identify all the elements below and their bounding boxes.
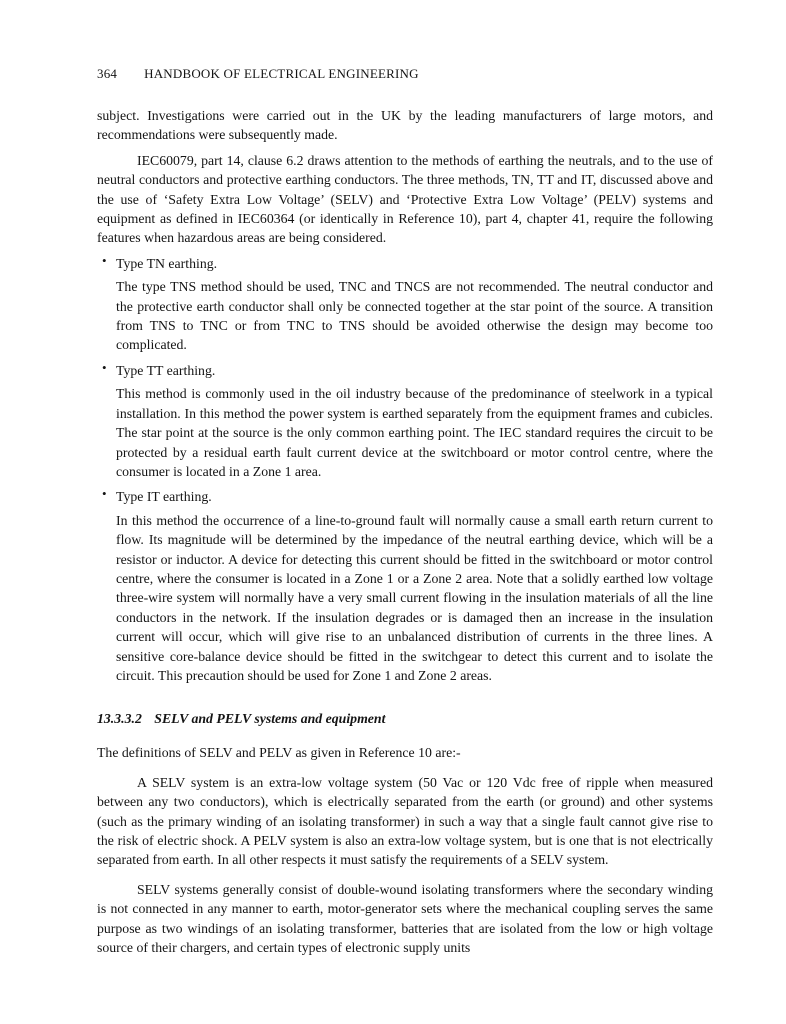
list-item-tn-earthing — [97, 254, 713, 355]
paragraph-definitions: The definitions of SELV and PELV as given in Reference 10 are:- — [97, 745, 461, 761]
bullet-icon: • — [102, 486, 107, 502]
section-number: 13.3.3.2 — [97, 711, 142, 727]
bullet-icon: • — [102, 252, 107, 268]
bullet-title: Type IT earthing. — [116, 489, 212, 505]
page-number: 364 — [97, 66, 118, 81]
bullet-body: In this method the occurrence of a line-to-ground fault will normally cause a small earth return current to flow. Its magnitude will be determined by the impedance of the neutral earthing device, which will be a resistor or inductor. A device for detecting this current should be fitted in the switchboard or motor control centre, where the consumer is located in a Zone 1 or a Zone 2 area. Note that a solidly earthed low voltage three-wire system will normally have a very small current flowing in the insulation materials of all the line conductors in the network. If the insulation degrades or is damaged then an increase in the insulation current will occur, which will give rise to an unbalanced distribution of currents in the three lines. A sensitive core-balance device should be fitted in the switchgear to detect this current and to isolate the circuit. This precaution should be used for Zone 1 and Zone 2 areas. — [116, 512, 713, 683]
paragraph-selv-systems: SELV systems generally consist of double-wound isolating transformers where the secondary winding is not connected in any manner to earth, motor-generator sets where the mechanical coupling serves the same purpose as two windings of an isolating transformer, batteries that are isolated from the low or high voltage source of their chargers, and certain types of electronic supply units — [97, 881, 713, 956]
bullet-icon: • — [102, 359, 107, 375]
list-item-it-earthing — [97, 487, 713, 685]
bullet-title: Type TN earthing. — [116, 255, 218, 271]
bullet-body: This method is commonly used in the oil industry because of the predominance of steelwork in a typical installation. In this method the power system is earthed separately from the equipment frames and cubicles. The star point at the source is the only common earthing point. The IEC standard requires the circuit to be protected by a residual earth fault current device at the switchboard or motor control centre, where the consumer is located in a Zone 1 area. — [116, 386, 713, 479]
page-header — [97, 66, 713, 82]
paragraph-selv-definition: A SELV system is an extra-low voltage system (50 Vac or 120 Vdc free of ripple when measured between any two conductors), which is electrically separated from the earth (or ground) and other systems (such as the primary winding of an isolating transformer) in such a way that a single fault cannot give rise to the risk of electric shock. A PELV system is also an extra-low voltage system, but is one that is not electrically separated from earth. In all other respects it must satisfy the requirements of a SELV system. — [97, 774, 713, 868]
paragraph-intro: subject. Investigations were carried out in the UK by the leading manufacturers of large motors, and recommendations were subsequently made. — [97, 108, 713, 143]
section-heading — [97, 711, 713, 727]
bullet-title: Type TT earthing. — [116, 362, 216, 378]
running-title: HANDBOOK OF ELECTRICAL ENGINEERING — [144, 66, 419, 81]
list-item-tt-earthing — [97, 361, 713, 481]
earthing-types-list — [97, 254, 713, 686]
paragraph-iec60079: IEC60079, part 14, clause 6.2 draws attention to the methods of earthing the neutrals, and to the use of neutral conductors and protective earthing conductors. The three methods, TN, TT and IT, discussed above and the use of ‘Safety Extra Low Voltage’ (SELV) and ‘Protective Extra Low Voltage’ (PELV) systems and equipment as defined in IEC60364 (or identically in Reference 10), part 4, chapter 41, require the following features when hazardous areas are being considered. — [97, 152, 713, 246]
section-title: SELV and PELV systems and equipment — [154, 711, 386, 727]
bullet-body: The type TNS method should be used, TNC and TNCS are not recommended. The neutral conductor and the protective earth conductor shall only be connected together at the star point of the source. A transition from TNS to TNC or from TNC to TNS should be avoided otherwise the design may become too complicated. — [116, 279, 713, 353]
